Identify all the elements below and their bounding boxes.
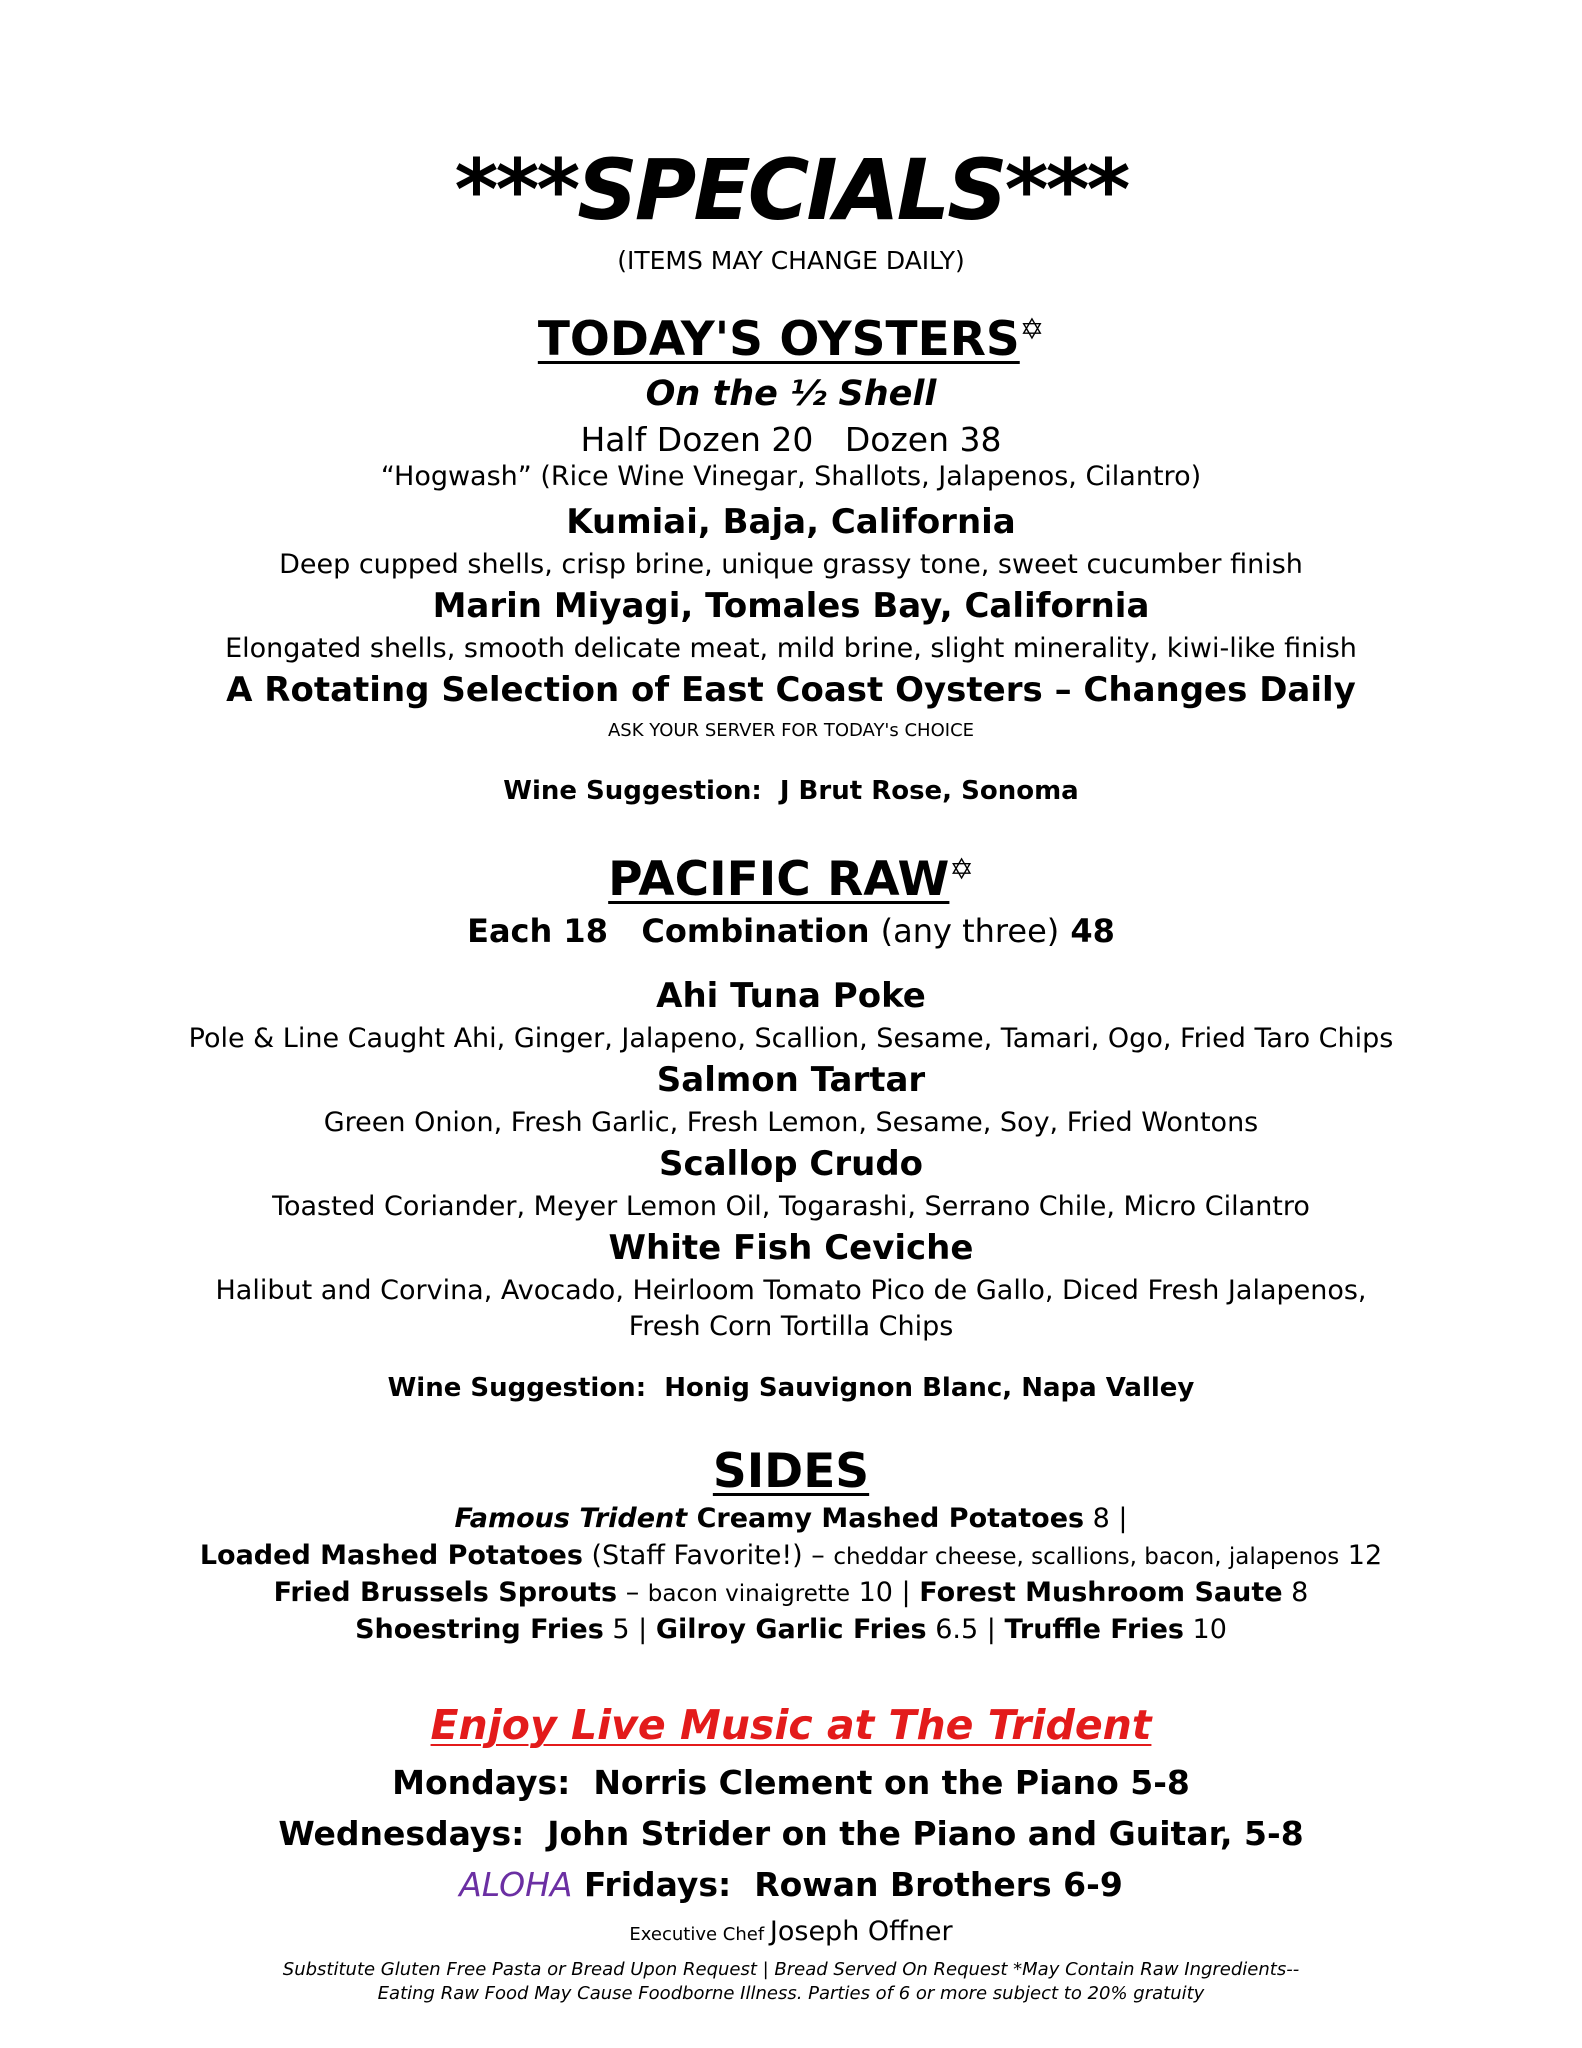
pacific-raw-prices-b: 48 <box>1059 912 1115 950</box>
oyster-description: ASK YOUR SERVER FOR TODAY's CHOICE <box>607 720 975 741</box>
live-music-heading <box>0 1701 1582 1749</box>
side-name: Shoestring Fries <box>355 1614 604 1645</box>
sides-line-2 <box>0 1542 1582 1569</box>
side-extra: (Staff Favorite!) – <box>582 1540 834 1571</box>
pacific-raw-prices-note: (any three) <box>880 912 1060 950</box>
oyster-description: Deep cupped shells, crisp brine, unique grassy tone, sweet cucumber finish <box>279 549 1303 580</box>
pacific-raw-heading-text: PACIFIC RAW <box>608 852 950 908</box>
side-name: Gilroy Garlic Fries <box>655 1614 927 1645</box>
page-subtitle: (ITEMS MAY CHANGE DAILY) <box>617 246 965 275</box>
side-price: 10 | <box>850 1577 920 1608</box>
chef-name: Joseph Offner <box>769 1916 953 1947</box>
raw-item-description: Green Onion, Fresh Garlic, Fresh Lemon, Sesame, Soy, Fried Wontons <box>323 1107 1259 1138</box>
oysters-wine-suggestion: Wine Suggestion: J Brut Rose, Sonoma <box>503 776 1079 806</box>
pacific-raw-prices <box>0 912 1582 950</box>
side-name: Forest Mushroom Saute <box>919 1577 1283 1608</box>
pacific-raw-heading <box>0 852 1582 908</box>
raw-item-description-continued: Fresh Corn Tortilla Chips <box>628 1311 954 1342</box>
side-note: bacon vinaigrette <box>647 1581 851 1607</box>
raw-item-description: Pole & Line Caught Ahi, Ginger, Jalapeno, Scallion, Sesame, Tamari, Ogo, Fried Taro Chips <box>188 1023 1394 1054</box>
chef-label: Executive Chef <box>629 1924 770 1945</box>
oysters-heading <box>0 312 1582 368</box>
side-price: 12 <box>1339 1540 1383 1571</box>
oysters-heading-text: TODAY'S OYSTERS <box>537 312 1020 368</box>
raw-item-name: Scallop Crudo <box>658 1144 924 1184</box>
raw-item-description: Halibut and Corvina, Avocado, Heirloom Tomato Pico de Gallo, Diced Fresh Jalapenos, <box>215 1275 1367 1306</box>
star-icon: ✡ <box>949 852 974 886</box>
side-name: Creamy Mashed Potatoes <box>687 1503 1085 1534</box>
page-title: ***SPECIALS*** <box>454 141 1128 239</box>
music-friday-text: Fridays: Rowan Brothers 6-9 <box>572 1865 1123 1904</box>
executive-chef <box>0 1918 1582 1945</box>
side-note: cheddar cheese, scallions, bacon, jalapenos <box>833 1544 1340 1570</box>
sides-line-1 <box>0 1505 1582 1532</box>
side-price: 5 | <box>603 1614 656 1645</box>
side-dash: – <box>617 1577 648 1608</box>
aloha-label: ALOHA <box>459 1865 573 1904</box>
oyster-name: Kumiai, Baja, California <box>566 502 1016 542</box>
oysters-prices: Half Dozen 20 Dozen 38 <box>580 420 1002 459</box>
pacific-raw-prices-a: Each 18 Combination <box>467 912 881 950</box>
side-name: Loaded Mashed Potatoes <box>199 1540 583 1571</box>
sides-heading-text: SIDES <box>712 1444 870 1499</box>
oyster-name: A Rotating Selection of East Coast Oysters – Changes Daily <box>226 670 1356 710</box>
side-name-italic: Famous Trident <box>454 1503 688 1534</box>
side-price: 8 <box>1282 1577 1309 1608</box>
music-monday: Mondays: Norris Clement on the Piano 5-8 <box>392 1763 1190 1802</box>
oyster-name: Marin Miyagi, Tomales Bay, California <box>432 586 1150 626</box>
sides-heading <box>0 1444 1582 1499</box>
sides-line-3 <box>0 1579 1582 1606</box>
oysters-hogwash: “Hogwash” (Rice Wine Vinegar, Shallots, Jalapenos, Cilantro) <box>380 461 1202 492</box>
footer-line-1: Substitute Gluten Free Pasta or Bread Upon Request | Bread Served On Request *May Contain Raw Ingredients-- <box>282 1959 1300 1980</box>
live-music-heading-text: Enjoy Live Music at The Trident <box>430 1701 1152 1749</box>
pacific-raw-wine-suggestion: Wine Suggestion: Honig Sauvignon Blanc, Napa Valley <box>387 1373 1195 1403</box>
side-price: 6.5 | <box>926 1614 1005 1645</box>
music-wednesday: Wednesdays: John Strider on the Piano and Guitar, 5-8 <box>278 1814 1304 1853</box>
star-icon: ✡ <box>1019 312 1045 346</box>
music-friday <box>0 1865 1582 1904</box>
raw-item-name: Ahi Tuna Poke <box>656 976 926 1016</box>
raw-item-name: Salmon Tartar <box>656 1060 926 1100</box>
side-name: Fried Brussels Sprouts <box>273 1577 618 1608</box>
footer-line-2: Eating Raw Food May Cause Foodborne Illness. Parties of 6 or more subject to 20% gratuity <box>377 1983 1205 2004</box>
raw-item-description: Toasted Coriander, Meyer Lemon Oil, Togarashi, Serrano Chile, Micro Cilantro <box>272 1191 1310 1222</box>
side-price: 8 | <box>1084 1503 1128 1534</box>
raw-item-name: White Fish Ceviche <box>608 1228 974 1268</box>
oysters-serving: On the ½ Shell <box>645 374 937 414</box>
sides-line-4 <box>0 1616 1582 1643</box>
oyster-description: Elongated shells, smooth delicate meat, mild brine, slight minerality, kiwi-like finish <box>225 633 1357 664</box>
side-name: Truffle Fries <box>1004 1614 1184 1645</box>
side-price: 10 <box>1183 1614 1227 1645</box>
